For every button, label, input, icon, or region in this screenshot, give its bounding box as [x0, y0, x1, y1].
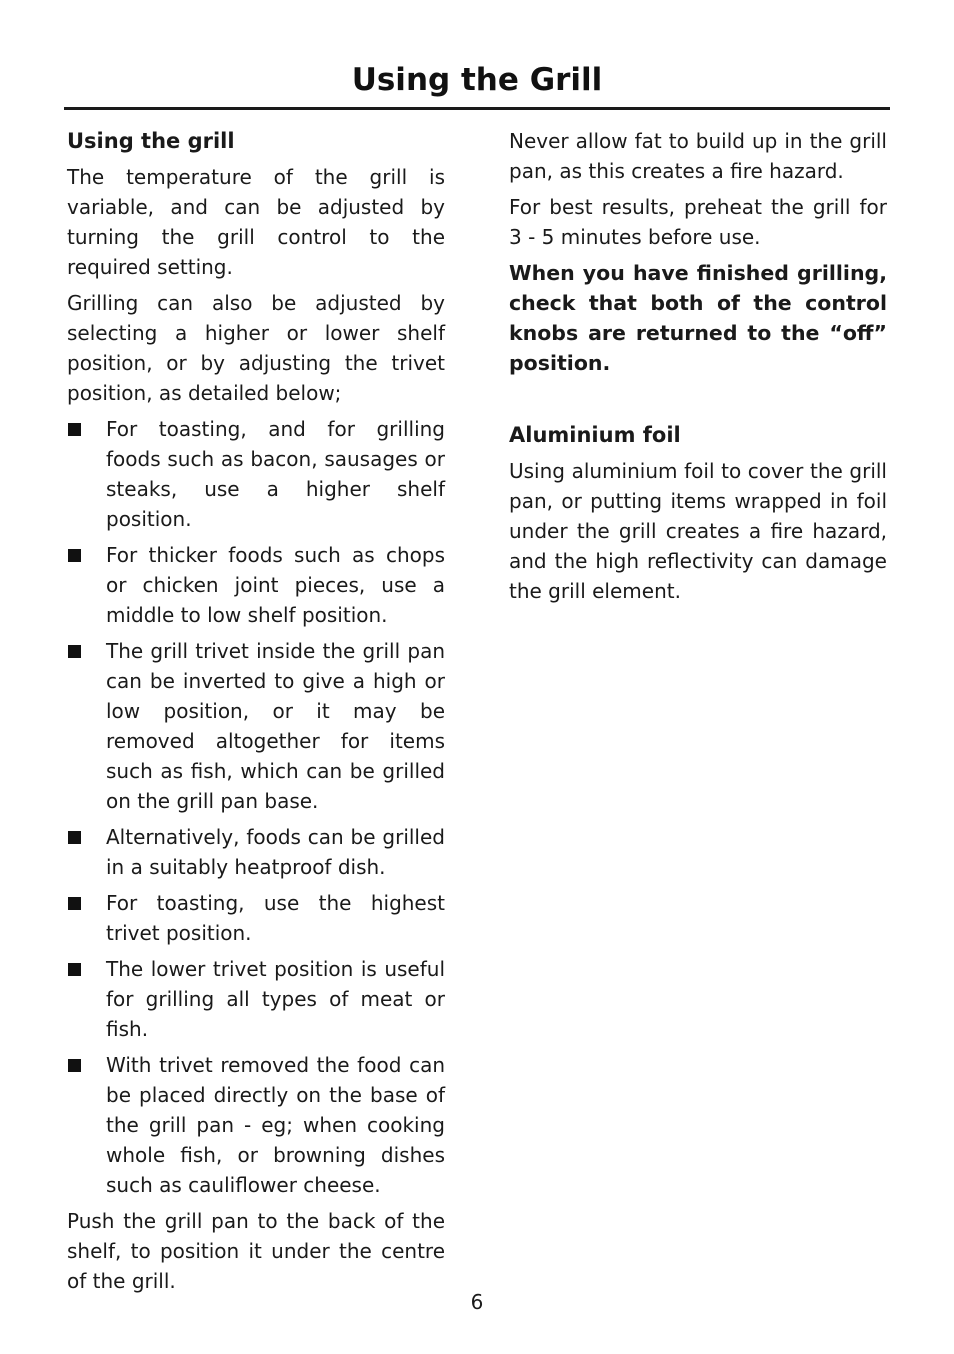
list-item [67, 414, 445, 534]
list-item [67, 1050, 445, 1200]
list-item-text: The lower trivet position is useful for grilling all types of meat or fish. [106, 957, 445, 1041]
list-item [67, 540, 445, 630]
list-item [67, 636, 445, 816]
list-item-text: For thicker foods such as chops or chicken joint pieces, use a middle to low shelf position. [106, 543, 445, 627]
section-heading-aluminium-foil: Aluminium foil [509, 423, 681, 447]
page-number: 6 [470, 1290, 484, 1314]
title-divider [64, 107, 890, 110]
grill-tips-list [67, 414, 445, 1200]
left-column [67, 126, 445, 1302]
square-bullet-icon [68, 423, 81, 436]
list-item-text: With trivet removed the food can be placed directly on the base of the grill pan - eg; when cooking whole fish, or browning dishes such as cauliflower cheese. [106, 1053, 445, 1197]
intro-paragraph: The temperature of the grill is variable, and can be adjusted by turning the grill control to the required setting. [67, 165, 445, 279]
square-bullet-icon [68, 897, 81, 910]
intro-paragraph: Grilling can also be adjusted by selecting a higher or lower shelf position, or by adjusting the trivet position, as detailed below; [67, 291, 445, 405]
square-bullet-icon [68, 831, 81, 844]
right-column [509, 126, 887, 612]
page-title: Using the Grill [351, 62, 603, 98]
square-bullet-icon [68, 645, 81, 658]
list-item-text: For toasting, and for grilling foods such as bacon, sausages or steaks, use a higher shelf position. [106, 417, 445, 531]
closing-paragraph: Push the grill pan to the back of the shelf, to position it under the centre of the grill. [67, 1209, 445, 1293]
list-item-text: Alternatively, foods can be grilled in a suitably heatproof dish. [106, 825, 445, 879]
foil-paragraph: Using aluminium foil to cover the grill pan, or putting items wrapped in foil under the grill creates a fire hazard, and the high reflectivity can damage the grill element. [509, 459, 887, 603]
list-item-text: For toasting, use the highest trivet position. [106, 891, 445, 945]
square-bullet-icon [68, 1059, 81, 1072]
section-heading-using-the-grill: Using the grill [67, 129, 235, 153]
control-knobs-warning: When you have finished grilling, check that both of the control knobs are returned to the “off” position. [509, 261, 887, 375]
preheat-paragraph: For best results, preheat the grill for 3 - 5 minutes before use. [509, 195, 887, 249]
fat-warning-paragraph: Never allow fat to build up in the grill pan, as this creates a fire hazard. [509, 129, 887, 183]
list-item [67, 822, 445, 882]
square-bullet-icon [68, 549, 81, 562]
list-item [67, 888, 445, 948]
list-item [67, 954, 445, 1044]
list-item-text: The grill trivet inside the grill pan can be inverted to give a high or low position, or it may be removed altogether for items such as fish, which can be grilled on the grill pan base. [106, 639, 445, 813]
square-bullet-icon [68, 963, 81, 976]
section-spacer [509, 384, 887, 420]
